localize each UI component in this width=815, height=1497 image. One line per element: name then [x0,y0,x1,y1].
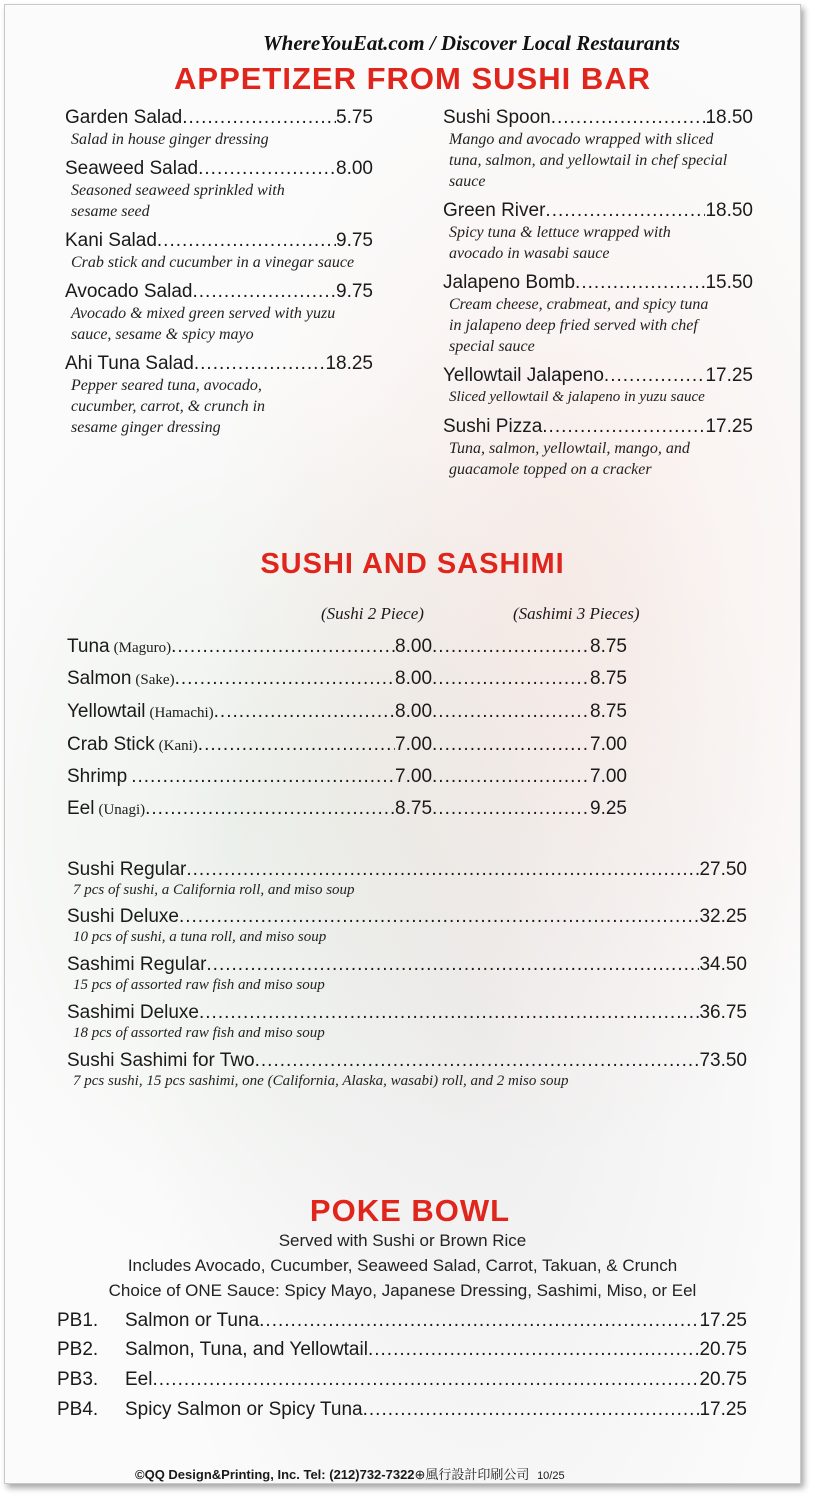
sashimi-price: 9.25 [590,798,627,819]
appetizer-left-column [65,107,373,446]
item-name: Ahi Tuna Salad [65,353,194,374]
sushi-price: 8.75 [395,798,433,819]
item-description: Sliced yellowtail & jalapeno in yuzu sauce [449,389,705,405]
menu-item [443,365,753,408]
printer-credit-text: ©QQ Design&Printing, Inc. Tel: (212)732-7322 [135,1467,415,1482]
item-name: Garden Salad [65,107,183,128]
item-price: 20.75 [699,1369,747,1390]
poke-title: POKE BOWL [309,1193,511,1228]
item-name: Avocado Salad [65,281,193,302]
item-name: Yellowtail Jalapeno [443,365,604,386]
menu-item [443,200,753,264]
combo-item [67,859,747,899]
menu-item [65,107,373,150]
leader-dots [182,107,336,129]
sushi-title: SUSHI AND SASHIMI [260,548,565,580]
item-name: Jalapeno Bomb [443,272,576,293]
poke-item [57,1369,747,1391]
item-description: Cream cheese, crabmeat, and spicy tuna in jalapeno deep fried served with chef special sauce [449,296,709,355]
item-name: Salmon or Tuna [125,1310,260,1331]
sashimi-price: 7.00 [590,734,627,755]
menu-item [443,272,753,357]
item-price: 34.50 [699,954,747,975]
item-description: Mango and avocado wrapped with sliced tuna, salmon, and yellowtail in chef special sauce [449,131,728,190]
item-name: Yellowtail [67,701,146,722]
item-name: Spicy Salmon or Spicy Tuna [125,1399,363,1420]
leader-dots [192,281,336,303]
leader-dots [432,668,590,690]
poke-item [57,1399,747,1421]
sushi-price: 8.00 [395,701,433,722]
poke-subtitle: Served with Sushi or Brown Rice [278,1231,527,1250]
sashimi-price: 8.75 [590,668,627,689]
leader-dots [199,1002,699,1024]
sushi-row [67,636,627,658]
item-price: 18.25 [325,353,373,374]
leader-dots [432,766,590,788]
item-price: 9.75 [336,230,373,251]
item-name: Sashimi Regular [67,954,207,975]
sushi-price: 8.00 [395,668,433,689]
combo-item [67,954,747,994]
item-price: 73.50 [699,1050,747,1071]
item-description: Crab stick and cucumber in a vinegar sauce [71,254,355,271]
item-price: 15.50 [705,272,753,293]
sashimi-column-header: (Sashimi 3 Pieces) [513,604,640,623]
item-description: Spicy tuna & lettuce wrapped with avocado in wasabi sauce [449,224,671,262]
combo-item [67,906,747,946]
item-name: Kani Salad [65,230,157,251]
item-code: PB4. [57,1399,99,1420]
sushi-row [67,734,627,756]
leader-dots [259,1310,699,1332]
item-description: Seasoned seaweed sprinkled with sesame seed [71,182,285,220]
item-description: 18 pcs of assorted raw fish and miso soup [73,1025,325,1041]
leader-dots [604,365,706,387]
leader-dots [175,668,395,690]
item-price: 17.25 [699,1310,747,1331]
item-code: PB2. [57,1339,99,1360]
leader-dots [432,636,590,658]
item-japanese-name: (Kani) [158,738,198,754]
item-name: Seaweed Salad [65,158,199,179]
item-description: Pepper seared tuna, avocado, cucumber, carrot, & crunch in sesame ginger dressing [71,377,266,436]
item-name: Tuna [67,636,110,657]
leader-dots [145,798,395,820]
print-date: 10/25 [537,1470,565,1482]
watermark: WhereYouEat.com / Discover Local Restaurants [263,31,681,55]
leader-dots [152,1369,699,1391]
item-name: Shrimp [67,766,128,787]
leader-dots [206,954,699,976]
sushi-price: 7.00 [395,734,433,755]
item-price: 36.75 [699,1002,747,1023]
leader-dots [198,734,395,756]
sushi-price: 7.00 [395,766,433,787]
item-description: 15 pcs of assorted raw fish and miso soup [73,977,325,993]
item-name: Sushi Regular [67,859,187,880]
menu-item [65,281,373,345]
poke-item [57,1339,747,1361]
item-price: 17.25 [705,416,753,437]
item-description: 7 pcs of sushi, a California roll, and miso soup [73,882,355,898]
leader-dots [432,798,590,820]
menu-item [65,158,373,222]
menu-item [65,230,373,273]
item-name: Sushi Sashimi for Two [67,1050,255,1071]
leader-dots [255,1050,700,1072]
item-price: 27.50 [699,859,747,880]
poke-item [57,1310,747,1332]
item-name: Sushi Pizza [443,416,543,437]
item-description: Avocado & mixed green served with yuzu sauce, sesame & spicy mayo [71,305,336,343]
item-price: 5.75 [336,107,373,128]
leader-dots [363,1399,700,1421]
combo-item [67,1002,747,1042]
item-japanese-name: (Unagi) [98,802,146,818]
item-description: 10 pcs of sushi, a tuna roll, and miso soup [73,929,327,945]
sushi-price: 8.00 [395,636,433,657]
sashimi-price: 7.00 [590,766,627,787]
item-description: 7 pcs sushi, 15 pcs sashimi, one (California, Alaska, wasabi) roll, and 2 miso soup [73,1073,569,1089]
item-name: Eel [125,1369,153,1390]
sashimi-price: 8.75 [590,636,627,657]
leader-dots [214,701,395,723]
leader-dots [432,734,590,756]
item-name: Sushi Spoon [443,107,551,128]
printer-credit-chinese: ⊕風行設計印刷公司 [414,1467,530,1482]
item-japanese-name: (Sake) [135,672,175,688]
item-name: Sashimi Deluxe [67,1002,199,1023]
leader-dots [179,906,700,928]
leader-dots [194,353,326,375]
leader-dots [186,859,699,881]
item-price: 8.00 [336,158,373,179]
sashimi-price: 8.75 [590,701,627,722]
menu-item [65,353,373,438]
appetizer-title: APPETIZER FROM SUSHI BAR [174,61,651,96]
sushi-row [67,668,627,690]
sushi-row [67,766,627,788]
poke-includes: Includes Avocado, Cucumber, Seaweed Salad, Carrot, Takuan, & Crunch [127,1256,678,1275]
item-price: 17.25 [705,365,753,386]
leader-dots [198,158,336,180]
item-name: Green River [443,200,546,221]
leader-dots [551,107,706,129]
combo-item [67,1050,747,1090]
printer-credit [135,1464,565,1483]
sushi-row [67,798,627,820]
leader-dots [368,1339,700,1361]
leader-dots [542,416,705,438]
menu-item [443,416,753,480]
sushi-row [67,701,627,723]
item-name: Salmon, Tuna, and Yellowtail [125,1339,368,1360]
item-price: 32.25 [699,906,747,927]
item-code: PB3. [57,1369,99,1390]
item-name: Sushi Deluxe [67,906,179,927]
appetizer-right-column [443,107,753,488]
item-code: PB1. [57,1310,99,1331]
poke-sauce-choice: Choice of ONE Sauce: Spicy Mayo, Japanese Dressing, Sashimi, Miso, or Eel [108,1281,697,1300]
item-description: Tuna, salmon, yellowtail, mango, and guacamole topped on a cracker [449,440,690,478]
item-price: 9.75 [336,281,373,302]
leader-dots [575,272,705,294]
menu-page [4,4,801,1484]
leader-dots [545,200,705,222]
item-price: 18.50 [705,107,753,128]
leader-dots [171,636,395,658]
item-name: Crab Stick [67,734,155,755]
item-japanese-name: (Maguro) [113,640,172,656]
item-japanese-name: (Hamachi) [149,705,214,721]
menu-item [443,107,753,192]
item-description: Salad in house ginger dressing [71,131,269,148]
item-name: Salmon [67,668,132,689]
item-price: 17.25 [699,1399,747,1420]
item-name: Eel [67,798,95,819]
leader-dots [131,766,395,788]
sushi-column-header: (Sushi 2 Piece) [321,604,424,623]
item-price: 18.50 [705,200,753,221]
leader-dots [432,701,590,723]
leader-dots [157,230,336,252]
item-price: 20.75 [699,1339,747,1360]
